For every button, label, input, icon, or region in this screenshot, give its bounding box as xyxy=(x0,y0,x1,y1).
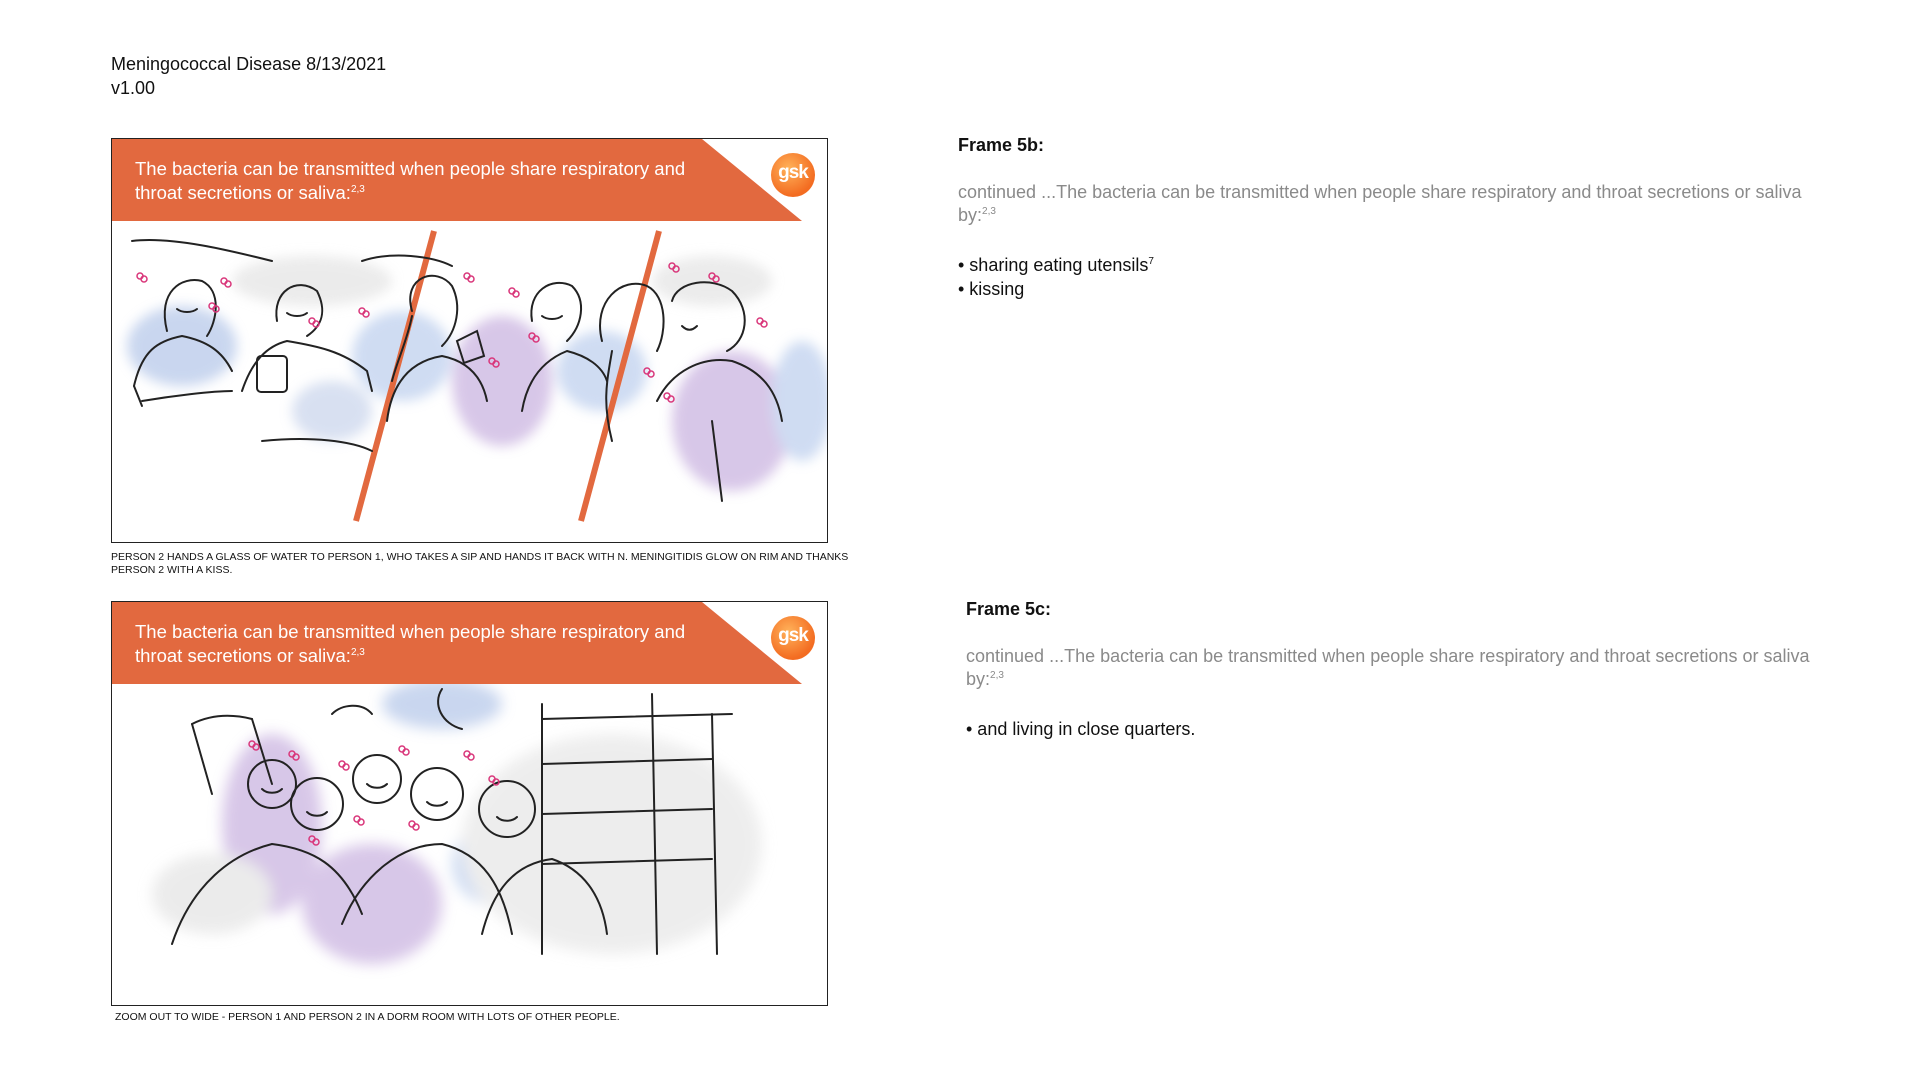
illustration-dorm-room-crowd xyxy=(112,684,828,1006)
frame-banner xyxy=(112,602,828,684)
bullet-text: • and living in close quarters. xyxy=(966,719,1196,739)
bullet-item xyxy=(958,277,1858,301)
frame-heading: Frame 5c: xyxy=(966,599,1052,619)
frame-banner xyxy=(112,139,828,221)
frame-caption: PERSON 2 HANDS A GLASS OF WATER TO PERSON 1, WHO TAKES A SIP AND HANDS IT BACK WITH N. MENINGITIDIS GLOW ON RIM AND THANKS PERSON 2 WITH A KISS. xyxy=(111,551,849,576)
illustration-sharing-glass-and-kiss xyxy=(112,221,828,543)
document-title xyxy=(111,52,386,100)
banner-text-body: The bacteria can be transmitted when people share respiratory and throat secretions or saliva: xyxy=(135,621,686,666)
document-title-line: Meningococcal Disease 8/13/2021 xyxy=(111,54,387,74)
frame-caption: ZOOM OUT TO WIDE - PERSON 1 AND PERSON 2 IN A DORM ROOM WITH LOTS OF OTHER PEOPLE. xyxy=(115,1011,620,1023)
bullet-item xyxy=(958,253,1858,277)
banner-citation: 2,3 xyxy=(350,647,365,658)
bullet-text: • kissing xyxy=(958,279,1025,299)
watercolor-wash xyxy=(152,684,762,964)
narration-text: continued ...The bacteria can be transmitted when people share respiratory and throat secretions or saliva by: xyxy=(958,182,1802,225)
bullet-text: • sharing eating utensils xyxy=(958,255,1149,275)
gsk-logo: gsk xyxy=(771,153,815,197)
narration-citation: 2,3 xyxy=(990,670,1004,681)
banner-citation: 2,3 xyxy=(350,184,365,195)
banner-text xyxy=(135,620,715,668)
banner-text xyxy=(135,157,715,205)
bullet-item xyxy=(966,717,1866,741)
frame-narration xyxy=(958,181,1828,227)
storyboard-frame-5b xyxy=(111,138,828,543)
narration-text: continued ...The bacteria can be transmitted when people share respiratory and throat secretions or saliva by: xyxy=(966,646,1810,689)
bullet-citation: 7 xyxy=(1148,256,1154,267)
banner-text-body: The bacteria can be transmitted when people share respiratory and throat secretions or saliva: xyxy=(135,158,686,203)
narration-citation: 2,3 xyxy=(982,206,996,217)
storyboard-frame-5c xyxy=(111,601,828,1006)
frame-heading: Frame 5b: xyxy=(958,135,1045,155)
frame-notes-5c xyxy=(966,597,1866,741)
gsk-logo: gsk xyxy=(771,616,815,660)
watercolor-wash xyxy=(127,256,828,491)
frame-notes-5b xyxy=(958,133,1858,301)
frame-narration xyxy=(966,645,1836,691)
document-version: v1.00 xyxy=(111,78,156,98)
